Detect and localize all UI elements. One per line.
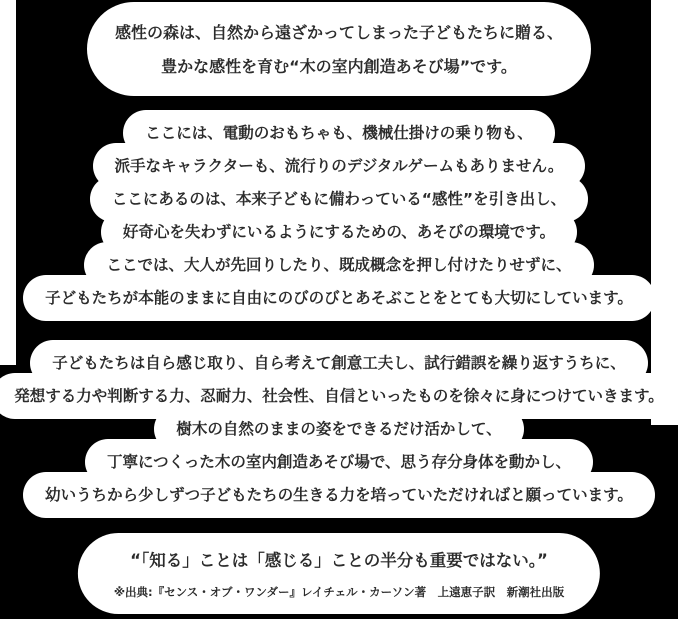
quote-citation: ※出典:『センス・オブ・ワンダー』レイチェル・カーソン著 上遠恵子訳 新潮社出版 [113,585,565,599]
text-line: 発想する力や判断する力、忍耐力、社会性、自信といったものを徐々に身につけていきます。 [0,373,678,419]
text-line: 樹木の自然のままの姿をできるだけ活かして、 [154,406,523,452]
environment-bubble [0,110,678,308]
text-line: 丁寧につくった木の室内創造あそび場で、思う存分身体を動かし、 [85,439,593,485]
growth-bubble [0,340,678,505]
text-line: 子どもたちが本能のままに自由にのびのびとあそぶことをとても大切にしています。 [23,275,655,321]
quote-text: “「知る」ことは「感じる」ことの半分も重要ではない。” [130,551,548,570]
text-line: 派手なキャラクターも、流行りのデジタルゲームもありません。 [93,143,586,189]
text-line: ここでは、大人が先回りしたり、既成概念を押し付けたりせずに、 [84,242,593,288]
intro-bubble [87,2,591,96]
text-line: 子どもたちは自ら感じ取り、自ら考えて創意工夫し、試行錯誤を繰り返すうちに、 [30,340,648,386]
text-line: ここにあるのは、本来子どもに備わっている“感性”を引き出し、 [90,176,588,222]
text-line: 好奇心を失わずにいるようにするための、あそびの環境です。 [101,209,577,255]
text-line: 感性の森は、自然から遠ざかってしまった子どもたちに贈る、 [114,23,564,42]
text-line: ここには、電動のおもちゃも、機械仕掛けの乗り物も、 [123,110,555,156]
text-line: 幼いうちから少しずつ子どもたちの生きる力を培っていただければと願っています。 [23,472,655,518]
text-line: 豊かな感性を育む“木の室内創造あそび場”です。 [161,57,517,76]
quote-bubble [78,533,600,614]
